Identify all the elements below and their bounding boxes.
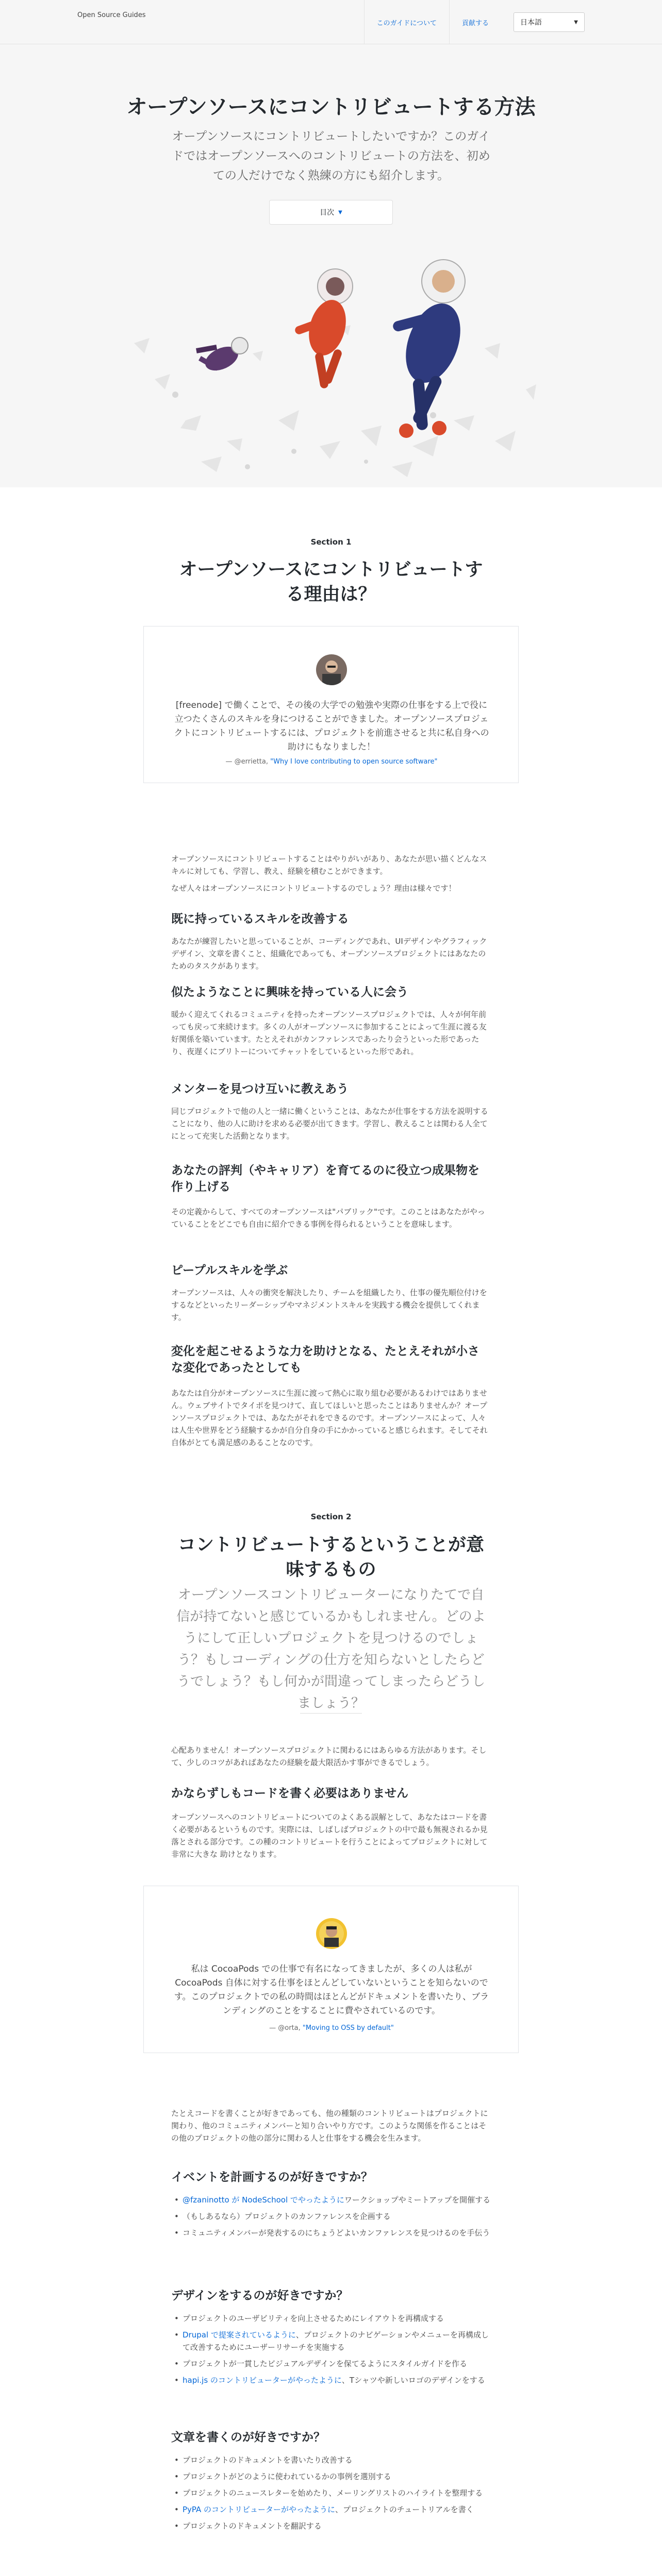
heading-no-code: かならずしもコードを書く必要はありません (171, 1787, 408, 1800)
list-item (171, 2358, 491, 2370)
language-select[interactable] (514, 12, 585, 32)
astronaut-blue (392, 260, 470, 438)
section-2-lead: オープンソースコントリビューターになりたてで自信が持てないと感じているかもしれません。どのようにして正しいプロジェクトを見つけるのでしょう？もしコーディングの仕方を知らないとしたらどうでしょう？もし何かが間違ってしまったらどうしましょう？ (176, 1587, 486, 1711)
list-item (171, 2210, 491, 2223)
toc-label: 目次 (320, 209, 335, 217)
heading-make-change: 変化を起こせるような力を助けとなる、たとえそれが小さな変化であったとしても (171, 1345, 479, 1375)
section-1-label: Section 1 (310, 537, 352, 547)
quote-source-link[interactable]: "Moving to OSS by default" (302, 2024, 394, 2032)
nav-about-link[interactable]: このガイドについて (364, 0, 449, 44)
heading-improve-skills: 既に持っているスキルを改善する (171, 912, 349, 926)
astronauts-illustration (124, 225, 547, 482)
heading-writing: 文章を書くのが好きですか？ (171, 2431, 325, 2444)
quote-attribution (144, 2024, 519, 2032)
list-item-text: コミュニティメンバーが発表するのにちょうどよいカンファレンスを見つけるのを手伝う (183, 2228, 490, 2238)
avatar (316, 1918, 347, 1949)
writing-list (171, 2454, 491, 2536)
chevron-down-icon: ▼ (338, 209, 342, 215)
list-item (171, 2374, 491, 2386)
paragraph-people-skills: オープンソースは、人々の衝突を解決したり、チームを組織したり、仕事の優先順位付けをするなどといったリーダーシップやマネジメントスキルを実践する機会を提供してくれます。 (171, 1288, 487, 1322)
site-header (0, 0, 662, 44)
heading-build-reputation: あなたの評判（やキャリア）を育てるのに役立つ成果物を作り上げる (171, 1164, 479, 1194)
list-item (171, 2454, 491, 2466)
page-subtitle: オープンソースにコントリビュートしたいですか？このガイドではオープンソースへのコントリビュートの方法を、初めての人だけでなく熟練の方にも紹介します。 (172, 130, 490, 182)
quote-text: [freenode] で働くことで、その後の大学での勉強や実際の仕事をする上で役に立つたくさんのスキルを身につけることができました。オープンソースプロジェクトにコントリビュートするには、プロジェクトを前進させると共に私自身への助けにもなりました！ (174, 700, 489, 752)
list-item (171, 2503, 491, 2516)
section-1-title: オープンソースにコントリビュートする理由は？ (179, 560, 483, 605)
quote-author: — @orta, (269, 2024, 303, 2032)
list-item-text: プロジェクトのドキュメントを書いたり改善する (183, 2455, 353, 2465)
paragraph-improve-skills: あなたが練習したいと思っていることが、コーディングであれ、UIデザインやグラフィックデザイン、文章を書くこと、組織化であっても、オープンソースプロジェクトにはあなたのためのタスクがあります。 (171, 937, 487, 971)
astronaut-red (294, 269, 353, 389)
quote-attribution (144, 758, 519, 766)
quote-source-link[interactable]: "Why I love contributing to open source software" (270, 758, 438, 766)
list-item-link[interactable]: hapi.js のコントリビューターがやったように (183, 2376, 342, 2385)
paragraph-find-mentors: 同じプロジェクトで他の人と一緒に働くということは、あなたが仕事をする方法を説明することになり、他の人に助けを求める必要が出てきます。学習し、教えることは関わる人全てにとって充実した活動となります。 (171, 1107, 488, 1141)
divider (300, 1713, 362, 1714)
heading-meet-people: 似たようなことに興味を持っている人に会う (171, 986, 408, 999)
section-2-title: コントリビュートするということが意味するもの (178, 1535, 484, 1580)
intro-paragraph: オープンソースにコントリビュートすることはやりがいがあり、あなたが思い描くどんなスキルに対しても、学習し、教え、経験を積むことができます。 (171, 854, 487, 876)
list-item (171, 2312, 491, 2325)
list-item (171, 2329, 491, 2353)
paragraph-build-reputation: その定義からして、すべてのオープンソースは"パブリック"です。このことはあなたがやっていることをどこでも自由に紹介できる事例を得られるということを意味します。 (171, 1207, 485, 1229)
hero (0, 44, 662, 487)
list-item (171, 2520, 491, 2532)
events-list (171, 2194, 491, 2243)
design-list (171, 2312, 491, 2391)
list-item-link[interactable]: @fzaninotto が NodeSchool でやったように (183, 2195, 344, 2205)
page-title: オープンソースにコントリビュートする方法 (126, 95, 536, 119)
paragraph-no-code-text: オープンソースへのコントリビュートについてのよくある誤解として、あなたはコードを書く必要があるというものです。実際には、しばしばプロジェクトの中で最も無視されるか見落とされる部分です。この種のコントリビュートを行うことによってプロジェクトに対して (171, 1812, 488, 1846)
paragraph-meet-people: 暖かく迎えてくれるコミュニティを持ったオープンソースプロジェクトでは、人々が何年前っても戻って来続けます。多くの人がオープンソースに参加することによって生涯に渡る友好関係を築いています。たとえそれがカンファレンスであったり会うといった形であったり、夜遅くにブリトーについてチャットをしているといった形であれ。 (171, 1010, 487, 1056)
paragraph-non-code: たとえコードを書くことが好きであっても、他の種類のコントリビュートはプロジェクトに関わり、他のコミュニティメンバーと知り合いやり方です。このような関係を作ることはその他のプロジェクトの他の部分に関わる人と仕事をする機会を生みます。 (171, 2109, 488, 2143)
list-item (171, 2470, 491, 2483)
quote-card-2 (143, 1886, 519, 2053)
heading-events: イベントを計画するのが好きですか？ (171, 2171, 373, 2184)
intro-paragraph-2: なぜ人々はオープンソースにコントリビュートするのでしょう？理由は様々です！ (171, 884, 456, 893)
site-brand[interactable]: Open Source Guides (77, 11, 146, 19)
quote-card (143, 626, 519, 783)
paragraph-no-code (171, 1811, 491, 1860)
chevron-down-icon: ▼ (574, 19, 578, 25)
list-item-text: プロジェクトが一貫したビジュアルデザインを保てるようにスタイルガイドを作る (183, 2359, 468, 2368)
quote-author: — @errietta, (225, 758, 271, 766)
list-item (171, 2487, 491, 2499)
list-item-text: （もしあるなら）プロジェクトのカンファレンスを企画する (183, 2212, 391, 2221)
heading-people-skills: ピープルスキルを学ぶ (171, 1264, 288, 1277)
section-2-intro: 心配ありません！オープンソースプロジェクトに関わるにはあらゆる方法があります。そして、少しのコツがあればあなたの経験を最大限活かす事ができるでしょう。 (171, 1745, 487, 1767)
list-item-link[interactable]: Drupal で提案されているように (183, 2330, 296, 2340)
list-item-link[interactable]: PyPA のコントリビューターがやったように (183, 2505, 336, 2514)
list-item-text: 、Tシャツや新しいロゴのデザインをする (341, 2376, 485, 2385)
list-item-text: プロジェクトのニュースレターを始めたり、メーリングリストのハイライトを整理する (183, 2488, 483, 2498)
table-of-contents-button[interactable] (269, 200, 393, 225)
list-item-text: 、プロジェクトのナビゲーションやメニューを再構成して改善するためにユーザーリサーチを実施する (183, 2330, 489, 2352)
avatar (316, 654, 347, 685)
list-item-text: プロジェクトのユーザビリティを向上させるためにレイアウトを再構成する (183, 2314, 444, 2323)
paragraph-make-change: あなたは自分がオープンソースに生涯に渡って熱心に取り組む必要があるわけではありません。ウェブサイトでタイポを見つけて、直してほしいと思ったことはありませんか？オープンソースプロジェクトでは、あなたがそれをできるのです。オープンソースによって、人々は人生や世界をどう経験するかが自分自身の手にかかっていると感じられます。そしてそれ自体がとても満足感のあることなのです。 (171, 1388, 488, 1447)
list-item-text: プロジェクトがどのように使われているかの事例を選別する (183, 2472, 391, 2481)
quote-text: 私は CocoaPods での仕事で有名になってきましたが、多くの人は私がCocoaPods 自体に対する仕事をほとんどしていないということを知らないのです。このプロジェクトでの私の時間はほとんどがドキュメントを書いたり、ブランディングのことをすることに費やされているのです。 (174, 1964, 489, 2016)
list-item (171, 2227, 491, 2239)
nav-contribute-link[interactable]: 貢献する (449, 0, 501, 44)
main-nav (364, 0, 585, 44)
astronaut-small (196, 337, 248, 375)
language-select-value: 日本語 (520, 19, 542, 27)
list-item (171, 2194, 491, 2206)
list-item-text: 、プロジェクトのチュートリアルを書く (335, 2505, 474, 2514)
section-2-label: Section 2 (310, 1512, 352, 1521)
list-item-text: ワークショップやミートアップを開催する (344, 2195, 491, 2205)
heading-design: デザインをするのが好きですか？ (171, 2289, 349, 2302)
heading-find-mentors: メンターを見つけ互いに教えあう (171, 1082, 349, 1096)
paragraph-no-code-text-2: 非常に大きな 助けとなります。 (171, 1850, 282, 1859)
list-item-text: プロジェクトのドキュメントを翻訳する (183, 2521, 322, 2531)
